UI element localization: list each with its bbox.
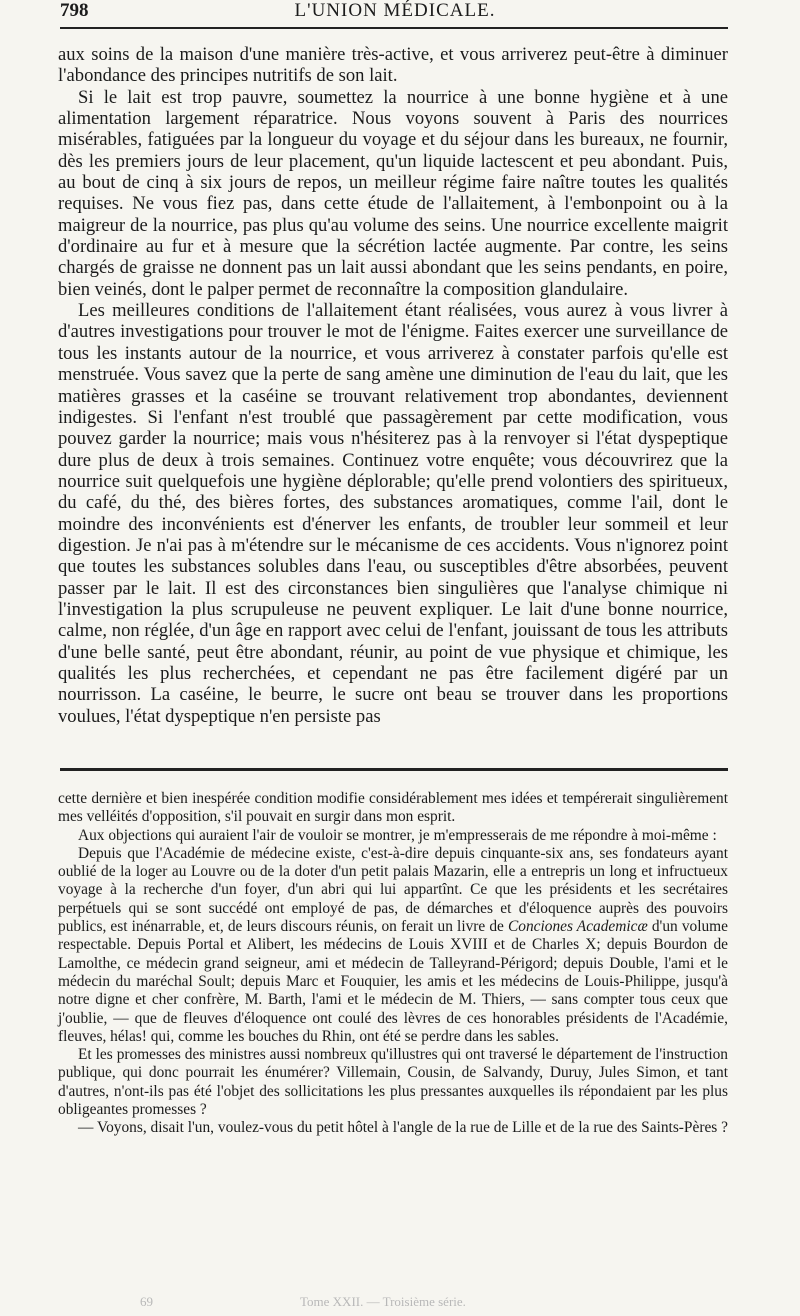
page-header: [60, 0, 730, 26]
footnote-paragraph-3: [58, 845, 728, 1046]
header-rule: [60, 27, 728, 29]
paragraph-1: aux soins de la maison d'une manière très-active, et vous arriverez peut-être à diminuer l'abondance des principes nutritifs de son lait.: [58, 44, 728, 87]
conciones-title: Conciones Academicæ: [508, 918, 648, 936]
footnote-paragraph-3-end: d'un volume respectable. Depuis Portal et Alibert, les médecins de Louis XVIII et de Charles X; depuis Bourdon de Lamolthe, ce médecin grand seigneur, ami et médecin de Talleyrand-Périgord; depuis Double, l'ami et le médecin du maréchal Soult; depuis Marc et Fouquier, les amis et les médecins de Louis-Philippe, jusqu'à notre digne et cher confrère, M. Barth, l'ami et le médecin de M. Thiers, — sans compter tous ceux que j'oublie, — que de fleuves d'éloquence ont coulé des lèvres de ces honorables présidents de l'Académie, fleuves, hélas! qui, comme les bouches du Rhin, ont été se perdre dans les sables.: [58, 918, 728, 1045]
footnote-paragraph-3-start: Depuis que l'Académie de médecine existe, c'est-à-dire depuis cinquante-six ans, ses fondateurs ayant oublié de la loger au Louvre ou de la doter d'un petit palais Mazarin, elle a entrepris un long et infructueux voyage à la recherche d'un foyer, d'un abri qui lui appartînt. Ce que les présidents et les secrétaires perpétuels qui se sont succédé ont employé de pas, de démarches et d'éloquence auprès des pouvoirs publics, est inénarrable, et, de leurs discours réunis, on ferait un livre de: [58, 844, 728, 936]
footnote-paragraph-4: Et les promesses des ministres aussi nombreux qu'illustres qui ont traversé le département de l'instruction publique, qui donc pourrait les énumérer? Villemain, Cousin, de Salvandy, Duruy, Jules Simon, et tant d'autres, n'ont-ils pas été l'objet des sollicitations les plus pressantes auxquelles ils répondaient par les plus obligeantes promesses ?: [58, 1046, 728, 1119]
main-article: [58, 44, 728, 727]
page-footer: [0, 1290, 800, 1316]
feuilleton-text: [58, 790, 728, 1138]
paragraph-2: Si le lait est trop pauvre, soumettez la nourrice à une bonne hygiène et à une alimentation largement réparatrice. Nous voyons souvent à Paris des nourrices misérables, fatiguées par la longueur du voyage et du séjour dans les bureaux, ne fournir, dès les premiers jours de leur placement, qu'un liquide lactescent et peu abondant. Puis, au bout de cinq à six jours de repos, un meilleur régime faire naître toutes les qualités requises. Ne vous fiez pas, dans cette étude de l'allaitement, à l'embonpoint ou à la maigreur de la nourrice, pas plus qu'au volume des seins. Une nourrice excellente maigrit d'ordinaire au fur et à mesure que la sécrétion lactée augmente. Par contre, les seins chargés de graisse ne donnent pas un lait aussi abondant que les seins pendants, en poire, bien veinés, dont le palper permet de reconnaître la composition glandulaire.: [58, 86, 728, 300]
footnote-paragraph-2: Aux objections qui auraient l'air de vouloir se montrer, je m'empresserais de me répondre à moi-même :: [78, 826, 717, 844]
paragraph-3: Les meilleures conditions de l'allaitement étant réalisées, vous aurez à vous livrer à d'autres investigations pour trouver le mot de l'énigme. Faites exercer une surveillance de tous les instants autour de la nourrice, et vous arriverez à constater parfois qu'elle est menstruée. Vous savez que la perte de sang amène une diminution de l'eau du lait, que les matières grasses et la caséine se trouvant relativement trop abondantes, deviennent indigestes. Si l'enfant n'est troublé que passagèrement par cette modification, vous pouvez garder la nourrice; mais vous n'hésiterez pas à la renvoyer si l'état dyspeptique dure plus de deux à trois semaines. Continuez votre enquête; vous découvrirez que la nourrice suit quelquefois une hygiène déplorable; qu'elle prend volontiers des spiritueux, du café, du thé, des bières fortes, des substances aromatiques, comme l'ail, dont le moindre des inconvénients est d'énerver les enfants, de troubler leur sommeil et leur digestion. Je n'ai pas à m'étendre sur le mécanisme de ces accidents. Vous n'ignorez point que toutes les substances solubles dans l'eau, ou susceptibles d'être absorbées, peuvent passer par le lait. Il est des circonstances bien singulières que l'analyse chimique ni l'investigation la plus scrupuleuse ne peuvent expliquer. Le lait d'une bonne nourrice, calme, non réglée, d'un âge en rapport avec celui de l'enfant, jouissant de tous les attributs d'une belle santé, peut être abondant, réunir, au point de vue physique et chimique, les qualités les plus recherchées, et cependant ne pas être facilement digéré par un nourrisson. La caséine, le beurre, le sucre ont beau se trouver dans les proportions voulues, l'état dyspeptique n'en persiste pas: [58, 300, 728, 727]
signature-mark: 69: [140, 1294, 153, 1309]
footnote-paragraph-5: — Voyons, disait l'un, voulez-vous du petit hôtel à l'angle de la rue de Lille et de la rue des Saints-Pères ?: [78, 1119, 728, 1137]
feuilleton-rule: [60, 768, 728, 771]
journal-title: L'UNION MÉDICALE.: [294, 0, 496, 21]
footnote-paragraph-1: cette dernière et bien inespérée condition modifie considérablement mes idées et tempérerait singulièrement mes velléités d'opposition, s'il pouvait en surgir dans mon esprit.: [58, 790, 728, 826]
volume-line: Tome XXII. — Troisième série.: [300, 1294, 466, 1309]
page-number: 798: [60, 0, 89, 21]
